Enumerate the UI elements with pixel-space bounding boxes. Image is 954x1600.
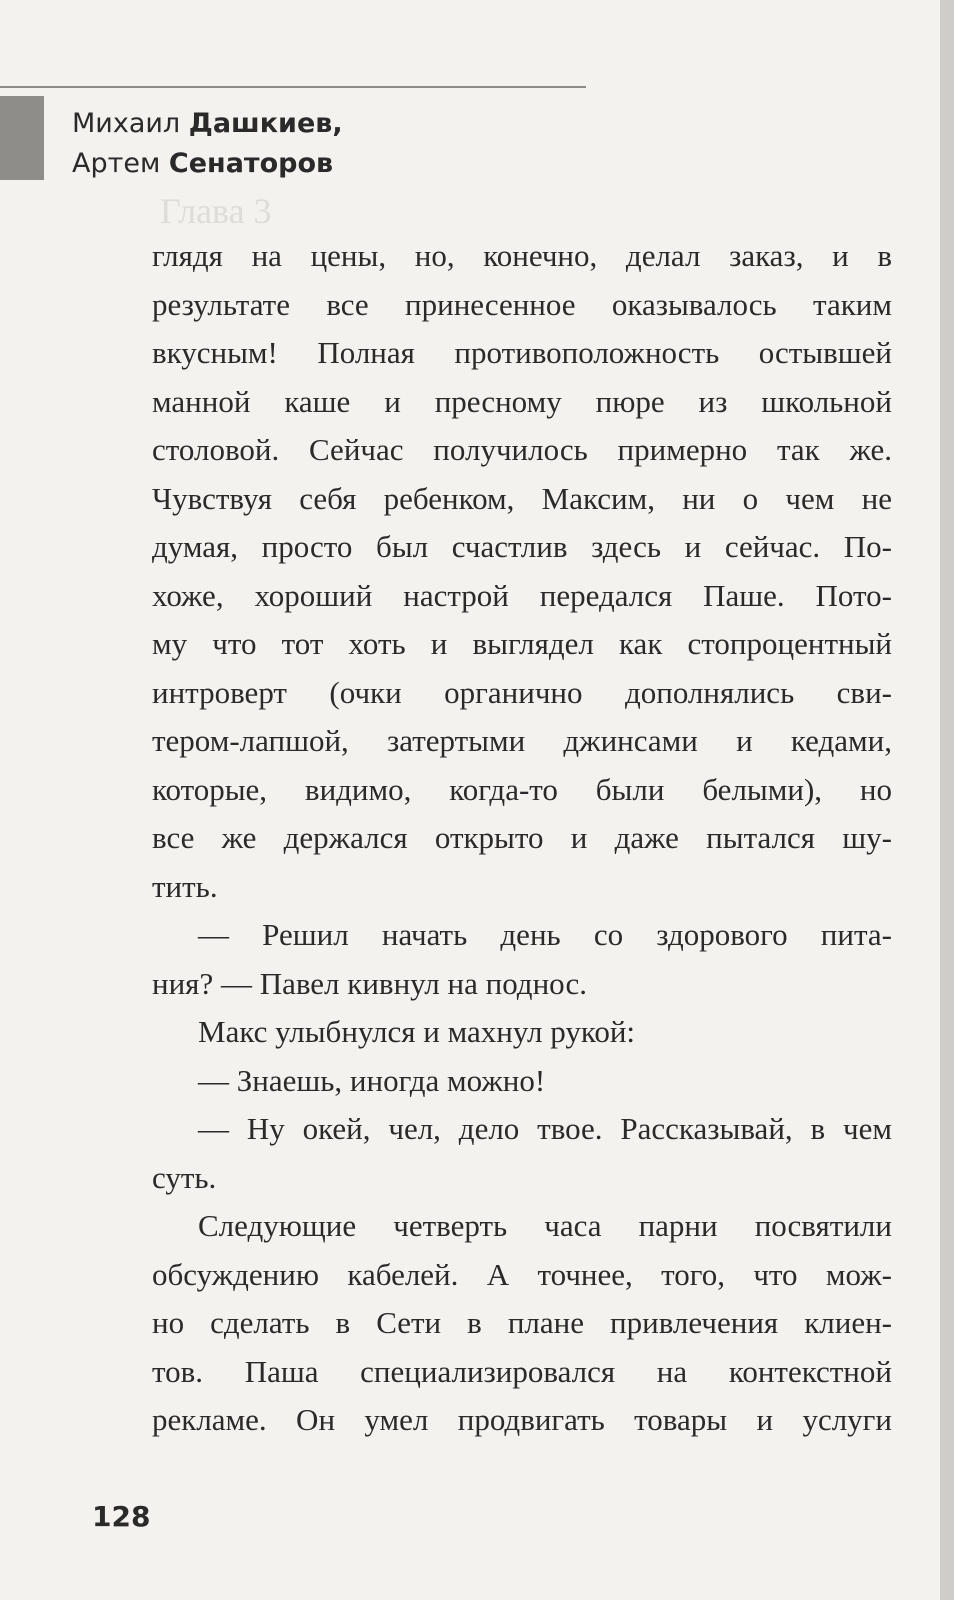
text-line: хоже, хороший настрой передался Паше. Пото- [152, 577, 892, 613]
running-header-authors [72, 104, 343, 184]
text-line: обсуждению кабелей. А точнее, того, что мож- [152, 1256, 892, 1292]
text-line: тером-лапшой, затертыми джинсами и кедами, [152, 723, 892, 758]
author-1-first-name: Михаил [72, 108, 181, 139]
text-line: вкусным! Полная противоположность остывшей [152, 335, 892, 370]
header-marker-block [0, 96, 44, 180]
text-line: ния? — Павел кивнул на поднос. [152, 965, 587, 1001]
text-line: рекламе. Он умел продвигать товары и услуги [152, 1402, 892, 1437]
text-line: тить. [152, 868, 218, 904]
text-line: манной каше и пресному пюре из школьной [152, 383, 892, 419]
text-line: — Решил начать день со здорового пита- [198, 917, 892, 952]
author-2-first-name: Артем [72, 148, 161, 179]
header-rule [0, 86, 586, 88]
text-line: глядя на цены, но, конечно, делал заказ, и в [152, 238, 892, 273]
text-line: которые, видимо, когда-то были белыми), но [152, 771, 892, 807]
show-through-text: Глава 3 [160, 191, 272, 231]
author-1 [72, 104, 343, 144]
text-line: — Знаешь, иногда можно! [198, 1062, 546, 1098]
author-2-last-name: Сенаторов [168, 148, 334, 179]
text-line: все же держался открыто и даже пытался шу- [152, 820, 892, 855]
body-text [152, 232, 892, 1445]
text-line: — Ну окей, чел, дело твое. Рассказывай, в чем [198, 1111, 892, 1146]
text-line: Макс улыбнулся и махнул рукой: [198, 1014, 636, 1049]
text-line: Чувствуя себя ребенком, Максим, ни о чем не [152, 480, 892, 516]
text-line: интроверт (очки органично дополнялись сви- [152, 674, 892, 710]
text-line: Следующие четверть часа парни посвятили [198, 1208, 892, 1243]
text-line: думая, просто был счастлив здесь и сейчас. По- [152, 529, 892, 564]
author-1-last-name: Дашкиев, [188, 108, 343, 139]
text-line: результате все принесенное оказывалось таким [152, 286, 892, 322]
text-line: столовой. Сейчас получилось примерно так же. [152, 432, 892, 467]
text-line: тов. Паша специализировался на контекстной [152, 1353, 892, 1389]
author-2 [72, 144, 343, 184]
page-number: 128 [92, 1500, 151, 1533]
page-edge-shadow [940, 0, 954, 1600]
text-line: му что тот хоть и выглядел как стопроцентный [152, 626, 892, 661]
text-line: суть. [152, 1159, 217, 1195]
text-line: но сделать в Сети в плане привлечения клиен- [152, 1305, 892, 1340]
